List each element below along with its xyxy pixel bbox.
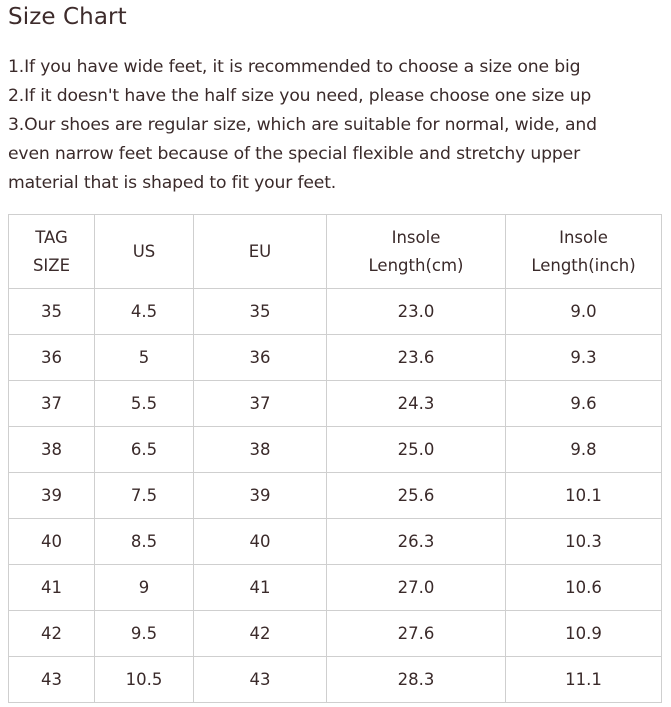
header-label: Insole (391, 227, 441, 247)
cell-insole-inch: 9.3 (506, 335, 662, 381)
cell-insole-inch: 10.3 (506, 519, 662, 565)
header-insole-cm (327, 215, 506, 289)
note-line: 1.If you have wide feet, it is recommended to choose a size one big (8, 57, 581, 77)
cell-us: 8.5 (95, 519, 194, 565)
cell-eu: 35 (194, 289, 327, 335)
header-label: TAG (35, 227, 68, 247)
cell-tag-size: 37 (9, 381, 95, 427)
header-label: Length(cm) (368, 255, 464, 275)
cell-tag-size: 39 (9, 473, 95, 519)
note-line: material that is shaped to fit your feet. (8, 173, 337, 193)
cell-tag-size: 38 (9, 427, 95, 473)
header-label: Insole (559, 227, 608, 247)
cell-us: 5.5 (95, 381, 194, 427)
header-label: Length(inch) (531, 255, 636, 275)
cell-insole-cm: 27.6 (327, 611, 506, 657)
cell-insole-inch: 9.8 (506, 427, 662, 473)
header-eu (194, 215, 327, 289)
cell-insole-inch: 10.1 (506, 473, 662, 519)
table-row (9, 427, 662, 473)
cell-eu: 36 (194, 335, 327, 381)
cell-us: 7.5 (95, 473, 194, 519)
cell-insole-inch: 11.1 (506, 657, 662, 703)
table-row (9, 289, 662, 335)
cell-insole-cm: 28.3 (327, 657, 506, 703)
cell-eu: 43 (194, 657, 327, 703)
cell-insole-cm: 23.6 (327, 335, 506, 381)
header-label: EU (248, 241, 272, 261)
cell-eu: 38 (194, 427, 327, 473)
header-label: US (132, 241, 156, 261)
cell-insole-cm: 25.6 (327, 473, 506, 519)
note-line: 2.If it doesn't have the half size you need, please choose one size up (8, 86, 592, 106)
cell-tag-size: 40 (9, 519, 95, 565)
cell-us: 9.5 (95, 611, 194, 657)
table-row (9, 473, 662, 519)
cell-tag-size: 41 (9, 565, 95, 611)
cell-tag-size: 36 (9, 335, 95, 381)
cell-tag-size: 35 (9, 289, 95, 335)
table-row (9, 335, 662, 381)
cell-tag-size: 42 (9, 611, 95, 657)
cell-eu: 37 (194, 381, 327, 427)
table-row (9, 657, 662, 703)
cell-insole-cm: 24.3 (327, 381, 506, 427)
header-us (95, 215, 194, 289)
cell-insole-cm: 23.0 (327, 289, 506, 335)
cell-us: 9 (95, 565, 194, 611)
cell-eu: 42 (194, 611, 327, 657)
cell-insole-cm: 27.0 (327, 565, 506, 611)
cell-eu: 39 (194, 473, 327, 519)
cell-us: 4.5 (95, 289, 194, 335)
table-header-row (9, 215, 662, 289)
cell-insole-cm: 25.0 (327, 427, 506, 473)
header-insole-inch (506, 215, 662, 289)
size-notes (8, 53, 668, 198)
cell-us: 6.5 (95, 427, 194, 473)
cell-insole-inch: 10.9 (506, 611, 662, 657)
size-table (8, 214, 662, 703)
cell-eu: 40 (194, 519, 327, 565)
cell-us: 10.5 (95, 657, 194, 703)
note-line: even narrow feet because of the special flexible and stretchy upper (8, 144, 581, 164)
note-line: 3.Our shoes are regular size, which are suitable for normal, wide, and (8, 115, 597, 135)
header-label: SIZE (32, 255, 71, 275)
table-row (9, 519, 662, 565)
cell-eu: 41 (194, 565, 327, 611)
table-row (9, 565, 662, 611)
table-row (9, 611, 662, 657)
page-title: Size Chart (8, 4, 127, 30)
header-tag-size (9, 215, 95, 289)
cell-insole-inch: 10.6 (506, 565, 662, 611)
cell-tag-size: 43 (9, 657, 95, 703)
cell-insole-inch: 9.0 (506, 289, 662, 335)
table-row (9, 381, 662, 427)
cell-insole-cm: 26.3 (327, 519, 506, 565)
cell-us: 5 (95, 335, 194, 381)
cell-insole-inch: 9.6 (506, 381, 662, 427)
